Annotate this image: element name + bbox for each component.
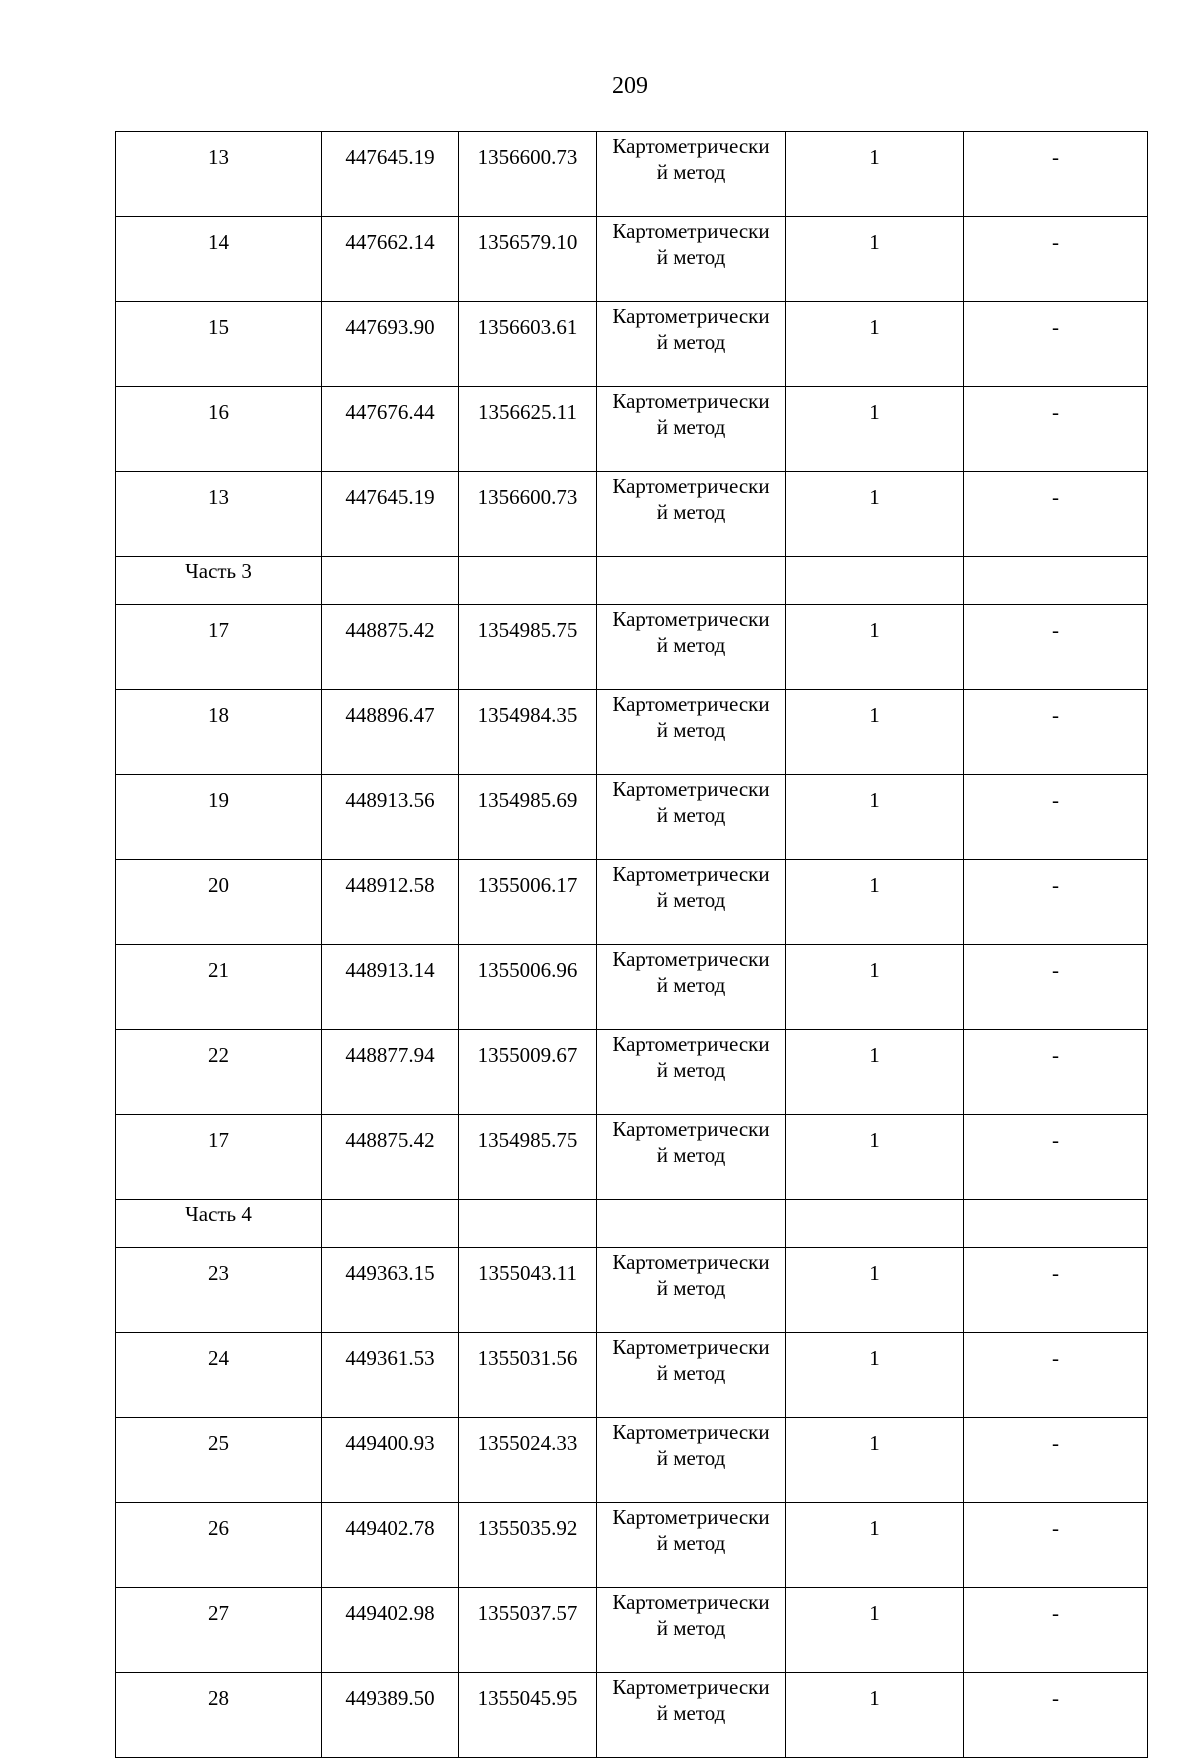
method-text-line: Картометрически	[612, 474, 770, 498]
point-number-cell: 17	[116, 1115, 322, 1200]
note-cell: -	[964, 1030, 1148, 1115]
y-coordinate-cell: 1355006.17	[459, 860, 597, 945]
method-text-line: й метод	[656, 1058, 726, 1082]
empty-cell	[322, 1200, 459, 1248]
x-coordinate-cell: 448875.42	[322, 1115, 459, 1200]
method-text-line: й метод	[656, 1143, 726, 1167]
method-cell	[597, 1333, 786, 1418]
y-coordinate-cell: 1355045.95	[459, 1673, 597, 1758]
method-cell	[597, 132, 786, 217]
x-coordinate-cell: 448912.58	[322, 860, 459, 945]
accuracy-cell: 1	[786, 1588, 964, 1673]
x-coordinate-cell: 449363.15	[322, 1248, 459, 1333]
x-coordinate-cell: 447676.44	[322, 387, 459, 472]
point-number-cell: 24	[116, 1333, 322, 1418]
table-row	[116, 132, 1148, 217]
point-number-cell: 28	[116, 1673, 322, 1758]
table-row	[116, 1333, 1148, 1418]
method-text-line: й метод	[656, 330, 726, 354]
point-number-cell: 16	[116, 387, 322, 472]
point-number-cell: 17	[116, 605, 322, 690]
accuracy-cell: 1	[786, 690, 964, 775]
method-text-line: й метод	[656, 1531, 726, 1555]
x-coordinate-cell: 447645.19	[322, 472, 459, 557]
method-cell	[597, 1673, 786, 1758]
method-cell	[597, 302, 786, 387]
x-coordinate-cell: 447662.14	[322, 217, 459, 302]
accuracy-cell: 1	[786, 217, 964, 302]
y-coordinate-cell: 1355009.67	[459, 1030, 597, 1115]
y-coordinate-cell: 1355035.92	[459, 1503, 597, 1588]
table-row	[116, 690, 1148, 775]
accuracy-cell: 1	[786, 605, 964, 690]
note-cell: -	[964, 1503, 1148, 1588]
method-text-line: Картометрически	[612, 134, 770, 158]
x-coordinate-cell: 449361.53	[322, 1333, 459, 1418]
x-coordinate-cell: 448913.56	[322, 775, 459, 860]
point-number-cell: 20	[116, 860, 322, 945]
method-text-line: Картометрически	[612, 1675, 770, 1699]
x-coordinate-cell: 449400.93	[322, 1418, 459, 1503]
method-text-line: Картометрически	[612, 862, 770, 886]
method-text-line: й метод	[656, 1276, 726, 1300]
accuracy-cell: 1	[786, 1248, 964, 1333]
empty-cell	[459, 1200, 597, 1248]
accuracy-cell: 1	[786, 860, 964, 945]
accuracy-cell: 1	[786, 1115, 964, 1200]
empty-cell	[322, 557, 459, 605]
empty-cell	[964, 557, 1148, 605]
note-cell: -	[964, 1333, 1148, 1418]
accuracy-cell: 1	[786, 1503, 964, 1588]
table-row	[116, 1030, 1148, 1115]
accuracy-cell: 1	[786, 1030, 964, 1115]
point-number-cell: 23	[116, 1248, 322, 1333]
x-coordinate-cell: 449402.98	[322, 1588, 459, 1673]
point-number-cell: 25	[116, 1418, 322, 1503]
method-text-line: й метод	[656, 1701, 726, 1725]
note-cell: -	[964, 945, 1148, 1030]
method-cell	[597, 690, 786, 775]
y-coordinate-cell: 1354984.35	[459, 690, 597, 775]
method-text-line: й метод	[656, 245, 726, 269]
point-number-cell: 19	[116, 775, 322, 860]
accuracy-cell: 1	[786, 302, 964, 387]
accuracy-cell: 1	[786, 472, 964, 557]
x-coordinate-cell: 448877.94	[322, 1030, 459, 1115]
note-cell: -	[964, 605, 1148, 690]
method-text-line: Картометрически	[612, 1335, 770, 1359]
note-cell: -	[964, 472, 1148, 557]
y-coordinate-cell: 1356600.73	[459, 472, 597, 557]
note-cell: -	[964, 1588, 1148, 1673]
method-cell	[597, 605, 786, 690]
note-cell: -	[964, 690, 1148, 775]
method-text-line: Картометрически	[612, 1590, 770, 1614]
method-text-line: й метод	[656, 718, 726, 742]
y-coordinate-cell: 1355006.96	[459, 945, 597, 1030]
point-number-cell: 13	[116, 132, 322, 217]
y-coordinate-cell: 1354985.75	[459, 1115, 597, 1200]
y-coordinate-cell: 1355043.11	[459, 1248, 597, 1333]
method-cell	[597, 1588, 786, 1673]
method-text-line: й метод	[656, 973, 726, 997]
method-cell	[597, 945, 786, 1030]
y-coordinate-cell: 1356579.10	[459, 217, 597, 302]
method-text-line: Картометрически	[612, 777, 770, 801]
y-coordinate-cell: 1356603.61	[459, 302, 597, 387]
method-text-line: Картометрически	[612, 1420, 770, 1444]
note-cell: -	[964, 1248, 1148, 1333]
y-coordinate-cell: 1355037.57	[459, 1588, 597, 1673]
method-text-line: й метод	[656, 1616, 726, 1640]
accuracy-cell: 1	[786, 1418, 964, 1503]
note-cell: -	[964, 775, 1148, 860]
empty-cell	[597, 557, 786, 605]
method-text-line: й метод	[656, 160, 726, 184]
note-cell: -	[964, 132, 1148, 217]
method-text-line: Картометрически	[612, 947, 770, 971]
method-text-line: Картометрически	[612, 1117, 770, 1141]
empty-cell	[597, 1200, 786, 1248]
table-row	[116, 387, 1148, 472]
note-cell: -	[964, 387, 1148, 472]
table-row	[116, 1673, 1148, 1758]
note-cell: -	[964, 217, 1148, 302]
point-number-cell: 14	[116, 217, 322, 302]
y-coordinate-cell: 1356600.73	[459, 132, 597, 217]
empty-cell	[786, 1200, 964, 1248]
method-cell	[597, 217, 786, 302]
method-text-line: Картометрически	[612, 1250, 770, 1274]
method-cell	[597, 1418, 786, 1503]
section-row	[116, 557, 1148, 605]
note-cell: -	[964, 1115, 1148, 1200]
method-text-line: й метод	[656, 633, 726, 657]
method-cell	[597, 860, 786, 945]
y-coordinate-cell: 1354985.75	[459, 605, 597, 690]
note-cell: -	[964, 302, 1148, 387]
method-text-line: Картометрически	[612, 219, 770, 243]
table-row	[116, 217, 1148, 302]
method-text-line: Картометрически	[612, 607, 770, 631]
accuracy-cell: 1	[786, 1673, 964, 1758]
point-number-cell: 18	[116, 690, 322, 775]
method-cell	[597, 1115, 786, 1200]
empty-cell	[459, 557, 597, 605]
accuracy-cell: 1	[786, 1333, 964, 1418]
method-text-line: Картометрически	[612, 1032, 770, 1056]
note-cell: -	[964, 1673, 1148, 1758]
x-coordinate-cell: 449389.50	[322, 1673, 459, 1758]
method-text-line: й метод	[656, 415, 726, 439]
section-row	[116, 1200, 1148, 1248]
method-cell	[597, 1248, 786, 1333]
table-row	[116, 1418, 1148, 1503]
table-row	[116, 860, 1148, 945]
accuracy-cell: 1	[786, 775, 964, 860]
page-number: 209	[612, 73, 648, 99]
x-coordinate-cell: 447693.90	[322, 302, 459, 387]
table-row	[116, 775, 1148, 860]
method-cell	[597, 1503, 786, 1588]
table-row	[116, 1115, 1148, 1200]
x-coordinate-cell: 447645.19	[322, 132, 459, 217]
method-text-line: й метод	[656, 888, 726, 912]
section-label: Часть 3	[116, 557, 322, 605]
section-label: Часть 4	[116, 1200, 322, 1248]
point-number-cell: 21	[116, 945, 322, 1030]
table-row	[116, 1588, 1148, 1673]
x-coordinate-cell: 448875.42	[322, 605, 459, 690]
method-cell	[597, 775, 786, 860]
point-number-cell: 22	[116, 1030, 322, 1115]
method-cell	[597, 1030, 786, 1115]
note-cell: -	[964, 1418, 1148, 1503]
point-number-cell: 13	[116, 472, 322, 557]
point-number-cell: 15	[116, 302, 322, 387]
y-coordinate-cell: 1354985.69	[459, 775, 597, 860]
method-text-line: Картометрически	[612, 692, 770, 716]
note-cell: -	[964, 860, 1148, 945]
method-text-line: й метод	[656, 803, 726, 827]
point-number-cell: 27	[116, 1588, 322, 1673]
y-coordinate-cell: 1355031.56	[459, 1333, 597, 1418]
y-coordinate-cell: 1355024.33	[459, 1418, 597, 1503]
coordinates-table	[115, 131, 1148, 1758]
x-coordinate-cell: 448896.47	[322, 690, 459, 775]
table-row	[116, 945, 1148, 1030]
table-row	[116, 1248, 1148, 1333]
method-text-line: й метод	[656, 500, 726, 524]
table-row	[116, 302, 1148, 387]
accuracy-cell: 1	[786, 132, 964, 217]
method-text-line: Картометрически	[612, 1505, 770, 1529]
table-row	[116, 472, 1148, 557]
x-coordinate-cell: 448913.14	[322, 945, 459, 1030]
x-coordinate-cell: 449402.78	[322, 1503, 459, 1588]
table-row	[116, 1503, 1148, 1588]
method-text-line: й метод	[656, 1446, 726, 1470]
table-row	[116, 605, 1148, 690]
empty-cell	[964, 1200, 1148, 1248]
method-cell	[597, 387, 786, 472]
method-text-line: Картометрически	[612, 389, 770, 413]
method-cell	[597, 472, 786, 557]
y-coordinate-cell: 1356625.11	[459, 387, 597, 472]
accuracy-cell: 1	[786, 387, 964, 472]
coordinates-table-body	[116, 132, 1148, 1758]
method-text-line: Картометрически	[612, 304, 770, 328]
empty-cell	[786, 557, 964, 605]
accuracy-cell: 1	[786, 945, 964, 1030]
method-text-line: й метод	[656, 1361, 726, 1385]
point-number-cell: 26	[116, 1503, 322, 1588]
